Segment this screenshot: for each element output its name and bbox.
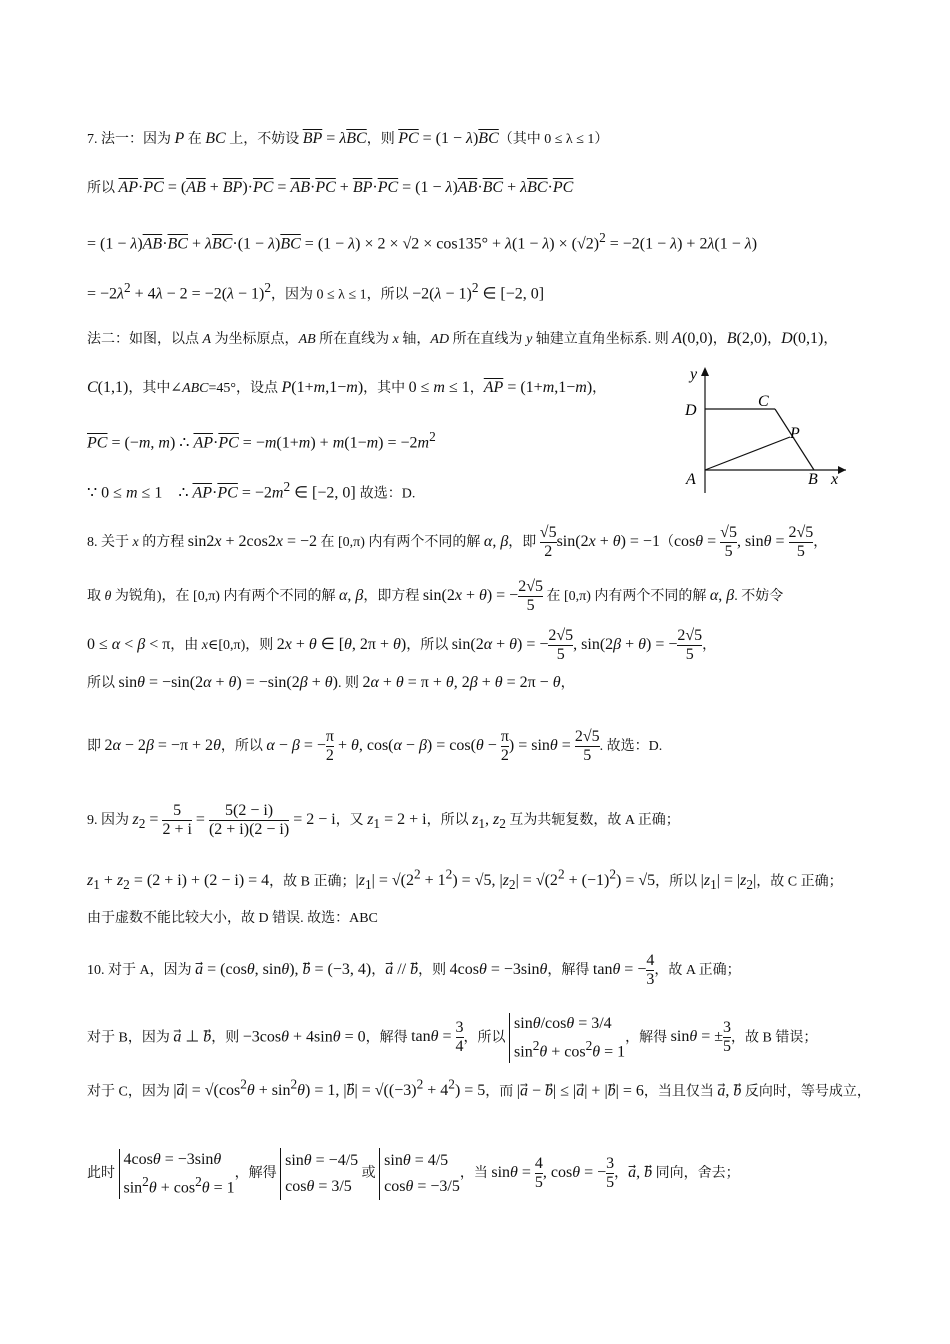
p7-line-2: 所以 $\overline{AP}\cdot\overline{PC} = (\overline{AB} + \overline{BP})\cdot\overline{PC} = \overline{AB}\cdot\overline{PC} + \overline{BP}\cdot\overline{PC} = (1 - \lambda)\overline{AB}\cdot\overline{BC} + \lambda\overline{BC}\cdot\overline{PC}$ [87, 179, 574, 196]
label-y: y [690, 366, 698, 383]
p10-line-1: 10. 对于 A，因为 a⃗ = (cosθ, sinθ), b⃗ = (−3, 4)，a⃗ // b，则 4cosθ = −3sinθ，解得 tanθ = − $\frac{4}{3}$ ，故 A 正确； [87, 952, 741, 988]
p8-line-5: 即 2α − 2β = −π + 2θ，所以 α − β = − $\frac{\pi}{2}$ + θ, cos(α − β) = cos(θ − $\frac{\pi}{2}$ ) = sinθ = $\frac{2√5}{5}$ . 故选：D. [87, 728, 663, 764]
label-x: x [831, 471, 839, 488]
p8-line-4: 所以 sinθ = −sin(2α + θ) = −sin(2β + θ). 则 2α + θ = π + θ, 2β + θ = 2π − θ， [87, 674, 575, 691]
p7-line-3: = $(1 - \lambda)\overline{AB}\cdot\overline{BC} + \lambda\overline{BC}\cdot(1 - \lambda)\overline{BC} = (1 - \lambda) \times 2 \times √2 \times \cos 135^\circ + \lambda(1 - \lambda) \times (√2)^2 = -2(1 - \lambda) + 2\lambda(1 - \lambda)$ [87, 230, 758, 253]
segment-AP [705, 437, 790, 470]
p8-line-1: 8. 关于 x 的方程 sin2x + 2cos2x = −2 在 [0,π) 内有两个不同的解 α, β，即 $\frac{√5}{2}$ sin(2x + θ) = −1（cosθ = $\frac{√5}{5}$ , sinθ = $\frac{2√5}{5}$ ， [87, 524, 828, 560]
label-A: A [686, 471, 696, 488]
p8-line-2: 取 θ 为锐角)，在 [0,π) 内有两个不同的解 α, β，即方程 sin(2x + θ) = − $\frac{2√5}{5}$ 在 [0,π) 内有两个不同的解 α, β. 不妨令 [87, 578, 784, 614]
p10-line-2: 对于 B，因为 a⃗ ⊥ b，则 −3cosθ + 4sinθ = 0，解得 tanθ = $\frac{3}{4}$ ，所以 sinθ/cosθ = 3/4 $\sin^2\theta + \cos^2\theta = 1$ ，解得 sinθ = ± $\frac{3}{5}$ ，故 B 错误； [87, 1013, 817, 1063]
p9-line-2: $z_1 + z_2 = (2 + i) + (2 - i) = 4$，故 B 正确；$|z_1| = √(2^2 + 1^2) = √5$, $|z_2| = √(2^2 + (-1)^2) = √5$，所以 $|z_1| = |z_2|$，故 C 正确； [87, 867, 843, 893]
p7-line-5: 法二：如图，以点 A 为坐标原点，AB 所在直线为 x 轴，AD 所在直线为 y 轴建立直角坐标系. 则 A(0,0)，B(2,0)，D(0,1)， [87, 330, 838, 347]
p9-line-3: 由于虚数不能比较大小，故 D 错误. 故选：ABC [87, 911, 378, 926]
label-C: C [758, 393, 769, 410]
x-axis-arrow-icon [838, 466, 846, 474]
p10-line-3: 对于 C，因为 |a⃗| = $√(\cos^2\theta + \sin^2\theta) = 1$, |b⃗| = $√((-3)^2 + 4^2) = 5$，而 |a⃗ − b⃗| ≤ |a⃗| + |b⃗| = 6，当且仅当 a⃗, b 反向时，等号成立， [87, 1077, 871, 1100]
p7-line-6: C(1,1)，其中∠ABC=45°，设点 P(1+m,1−m)，其中 0 ≤ m ≤ 1，$\overline{AP} = (1+m,1-m)$， [87, 379, 607, 396]
coordinate-diagram [672, 365, 852, 493]
y-axis-arrow-icon [701, 367, 709, 376]
label-D: D [685, 402, 697, 419]
label-B: B [808, 471, 818, 488]
label-P: P [790, 425, 800, 442]
p7-line-4: = $-2\lambda^2 + 4\lambda - 2 = -2(\lambda - 1)^2$，因为 0 ≤ λ ≤ 1，所以 $-2(\lambda - 1)^2$ ∈ [−2, 0] [87, 280, 545, 303]
p7-line-1: 7. 法一：因为 P 在 BC 上，不妨设 $\overline{BP} = \lambda\overline{BC}$，则 $\overline{PC} = (1 - \lambda)\overline{BC}$（其中 0 ≤ λ ≤ 1） [87, 130, 609, 147]
p7-line-8: ∵ 0 ≤ m ≤ 1 ∴ $\overline{AP}\cdot\overline{PC} = -2m^2$ ∈ [−2, 0] 故选：D. [87, 479, 416, 502]
p7-line-7: $\overline{PC} = (-m$, m) ∴ $\overline{AP}\cdot\overline{PC} = -m(1+m) + m(1-m) = -2m^2$ [87, 429, 436, 452]
p10-line-4: 此时 4cosθ = −3sinθ $\sin^2\theta + \cos^2\theta = 1$ ，解得 sinθ = −4/5 cosθ = 3/5 或 sinθ = 4/5 cosθ = −3/5 ，当 sinθ = $\frac{4}{5}$ , cosθ = − $\frac{3}{5}$ ，a⃗, b 同向，舍去； [87, 1148, 740, 1200]
p8-line-3: 0 ≤ α < β < π，由 x∈[0,π)，则 2x + θ ∈ [θ, 2π + θ)，所以 sin(2α + θ) = − $\frac{2√5}{5}$ , sin(2β + θ) = − $\frac{2√5}{5}$ ， [87, 627, 717, 663]
p9-line-1: 9. 因为 $z_2$ = $\frac{5}{2 + i}$ = $\frac{5(2 - i)}{(2 + i)(2 - i)}$ = 2 − i，又 $z_1 = 2 + i$，所以 $z_1$, $z_2$ 互为共轭复数，故 A 正确； [87, 802, 680, 838]
